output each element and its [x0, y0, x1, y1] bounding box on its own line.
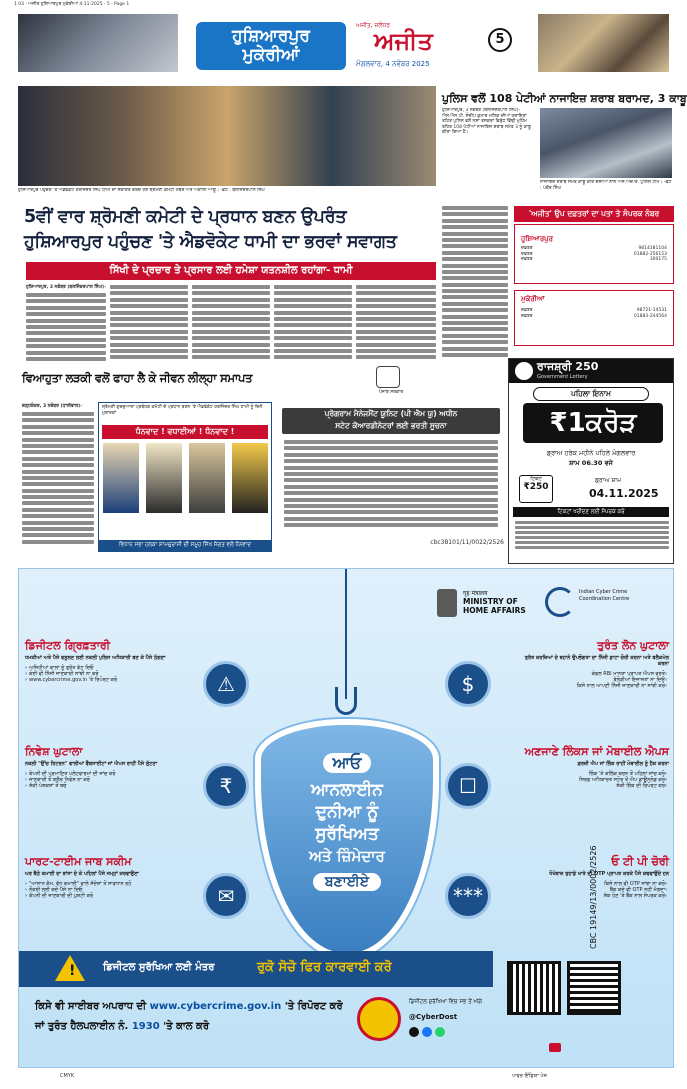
hook-icon	[335, 687, 357, 715]
lottery-draw-date-label: ਡ੍ਰਾਅ ਸ਼ਾਮ	[595, 477, 622, 484]
greeting-ad	[98, 402, 272, 552]
police-story-photo	[540, 108, 672, 178]
phone-3: 300175	[649, 257, 667, 263]
mantra-text: ਰੁਕੋ ਸੋਚੋ ਫਿਰ ਕਾਰਵਾਈ ਕਰੋ	[257, 960, 392, 975]
slogan-1: ਆਓ	[323, 753, 372, 773]
lottery-price-box: ਟਿਕਟ ₹250	[519, 475, 553, 503]
slogan-5: ਅਤੇ ਜ਼ਿੰਮੇਦਾਰ	[309, 847, 385, 865]
investment-icon: ₹	[203, 763, 249, 809]
dhami-headline-2: ਹੁਸ਼ਿਆਰਪੁਰ ਪਹੁੰਚਣ 'ਤੇ ਐਡਵੋਕੇਟ ਧਾਮੀ ਦਾ ਭਰਵਾਂ ਸਵਾਗਤ	[24, 232, 397, 252]
part-time-job-icon: ✉	[203, 873, 249, 919]
dhami-body-col3	[192, 285, 270, 365]
i4c-logo-icon	[545, 587, 575, 617]
scam-unknown-links: ਅਣਜਾਣੇ ਲਿੰਕਸ ਜਾਂ ਮੋਬਾਈਲ ਐਪਸ ਫ਼ਰਜ਼ੀ ਐਪ ਜਾਂ ਲਿੰਕ ਰਾਹੀਂ ਮੋਬਾਈਲ ਨੂੰ ਹੈਕ ਕਰਨਾ ਲਿੰਕ 'ਤੇ ਕਲਿੱਕ ਕਰਨ ਤੋਂ ਪਹਿਲਾਂ ਜਾਂਚ ਕਰੋ‹ ਸਿਰਫ਼ ਅਧਿਕਾਰਤ ਸਟੋਰ ਤੋਂ ਐਪ ਡਾਊਨਲੋਡ ਕਰੋ‹ ਸ਼ੱਕੀ ਲਿੰਕ ਦੀ ਰਿਪੋਰਟ ਕਰੋ‹	[443, 745, 669, 789]
instant-loan-icon: $	[445, 661, 491, 707]
edition-line1: ਹੁਸ਼ਿਆਰਪੁਰ	[232, 26, 310, 46]
x-icon[interactable]	[409, 1027, 419, 1037]
lottery-logo-icon	[515, 362, 533, 380]
report-line-2: ਜਾਂ ਤੁਰੰਤ ਹੈਲਪਲਾਈਨ ਨੰ. 1930 'ਤੇ ਕਾਲ ਕਰੋ	[35, 1021, 210, 1032]
ajit-office-box-1-head: ਹੁਸ਼ਿਆਰਪੁਰ	[521, 235, 554, 243]
helpline-number[interactable]: 1930	[131, 1021, 160, 1032]
dhami-subhead: ਸਿੱਖੀ ਦੇ ਪ੍ਰਚਾਰ ਤੇ ਪ੍ਰਸਾਰ ਲਈ ਹਮੇਸ਼ਾ ਯਤਨਸ਼ੀਲ ਰਹਾਂਗਾ- ਧਾਮੀ	[26, 262, 436, 280]
phone-5: 01883-244564	[633, 313, 667, 319]
digital-arrest-icon: ⚠	[203, 661, 249, 707]
masthead	[18, 14, 669, 72]
ajit-office-box-2: ਮੁਕੇਰੀਆਂ ਦਫ਼ਤਰ 98721-14531 ਦਫ਼ਤਰ 01883-244564	[514, 290, 674, 346]
govt-ad-dept: ਪੰਜਾਬ ਸਰਕਾਰ	[378, 390, 404, 395]
dhami-headline-1: 5ਵੀਂ ਵਾਰ ਸ਼੍ਰੋਮਣੀ ਕਮੇਟੀ ਦੇ ਪ੍ਰਧਾਨ ਬਣਨ ਉਪਰੰਤ	[24, 207, 347, 227]
scam-investment: ਨਿਵੇਸ਼ ਘੁਟਾਲਾ ਨਕਲੀ "ਉੱਚ ਰਿਟਰਨ" ਵਾਲੀਆਂ ਵੈੱਬਸਾਈਟਾਂ ਜਾਂ ਐਪਸ ਰਾਹੀਂ ਪੈਸੇ ਲੁੱਟਣਾ › ਕੰਪਨੀ ਦੀ ਪ੍ਰਮਾਣਿਤ ਪਲੇਟਫਾਰਮਾਂ ਦੀ ਜਾਂਚ ਕਰੋ › ਜਾਣਕਾਰੀ ਤੋਂ ਬਗ਼ੈਰ ਨਿਵੇਸ਼ ਨਾ ਕਰੋ › ਸ਼ੱਕੀ ਪੇਸ਼ਕਸ਼ਾਂ ਤੋਂ ਬਚੋ	[25, 745, 251, 789]
portrait-1	[103, 443, 139, 513]
scam-part-time-job: ਪਾਰਟ-ਟਾਈਮ ਜਾਬ ਸਕੀਮ ਘਰ ਬੈਠੇ ਕਮਾਈ ਦਾ ਝਾਂਸਾ ਦੇ ਕੇ ਪਹਿਲਾਂ ਪੈਸੇ ਜਮ੍ਹਾਂ ਕਰਵਾਉਣਾ › "ਆਸਾਨ ਕੰਮ, ਵੱਧ ਕਮਾਈ" ਵਾਲੇ ਸੰਦੇਸ਼ਾਂ ਤੋਂ ਸਾਵਧਾਨ ਰਹੋ › ਨੌਕਰੀ ਲਈ ਕਦੇ ਪੈਸੇ ਨਾ ਦਿਓ › ਕੰਪਨੀ ਦੀ ਜਾਣਕਾਰੀ ਦੀ ਪੁਸ਼ਟੀ ਕਰੋ	[25, 855, 251, 899]
dhami-body-col1	[26, 293, 106, 365]
otp-theft-icon: ***	[445, 873, 491, 919]
page-number: 5	[488, 28, 512, 52]
lottery-draw-line2: ਸ਼ਾਮ 06.30 ਵਜੇ	[569, 459, 613, 467]
scam-otp-theft: ਓ ਟੀ ਪੀ ਚੋਰੀ ਧੋਖੇਬਾਜ਼ ਤੁਹਾਡੇ ਖਾਤੇ ਦੀ OTP ਪ੍ਰਾਪਤ ਕਰਕੇ ਪੈਸੇ ਕਢਵਾਉਂਦੇ ਹਨ ਕਿਸੇ ਨਾਲ ਵੀ OTP ਸਾਂਝਾ ਨਾ ਕਰੋ‹ ਬੈਂਕ ਕਦੇ ਵੀ OTP ਨਹੀਂ ਮੰਗਦਾ‹ ਸ਼ੱਕ ਹੋਣ 'ਤੇ ਬੈਂਕ ਨਾਲ ਸੰਪਰਕ ਕਰੋ‹	[443, 855, 669, 899]
lottery-tag: ਪਹਿਲਾ ਇਨਾਮ	[533, 387, 649, 401]
scam-title: ਤੁਰੰਤ ਲੋਨ ਘੁਟਾਲਾ	[597, 639, 669, 652]
footer-left: CMYK	[60, 1073, 75, 1079]
ajit-offices-sidebar	[514, 206, 674, 356]
suicide-body	[22, 412, 94, 550]
scam-title: ਅਣਜਾਣੇ ਲਿੰਕਸ ਜਾਂ ਮੋਬਾਈਲ ਐਪਸ	[524, 745, 669, 758]
scam-title: ਪਾਰਟ-ਟਾਈਮ ਜਾਬ ਸਕੀਮ	[25, 855, 132, 868]
scam-title: ਓ ਟੀ ਪੀ ਚੋਰੀ	[611, 855, 669, 868]
paper-label-small: ਅਜੀਤ, ਜਲੰਧਰ	[356, 22, 391, 29]
greeting-ad-footer: ਵਿਧਾਨ ਸਭਾ ਹਲਕਾ ਸ਼ਾਮਚੁਰਾਸੀ ਦੀ ਸਮੂਹ ਸਿੱਖ ਸੰਗਤ ਵਲੋਂ ਧੰਨਵਾਦ	[99, 540, 271, 551]
print-meta: 1 03 · ਅਜੀਤ ਹੁਸ਼ਿਆਰਪੁਰ ਮੁਕੇਰੀਆਂ 4-11-2025 · 5 · Page 1	[14, 2, 130, 7]
dhami-photo-caption: ਹੁਸ਼ਿਆਰਪੁਰ ਪਹੁੰਚਣ 'ਤੇ ਐਡਵੋਕੇਟ ਹਰਜਿੰਦਰ ਸਿੰਘ ਧਾਮੀ ਦਾ ਸਵਾਗਤ ਕਰਦੇ ਹੋਏ ਸ਼੍ਰੋਮਣੀ ਕਮੇਟੀ ਮੈਂਬਰ ਅਤੇ ਅਕਾਲੀ ਆਗੂ। -ਫ਼ੋਟੋ : ਬਲਜਿੰਦਰਪਾਲ ਸਿੰਘ	[18, 188, 265, 193]
masthead-photo-right	[538, 14, 669, 72]
lottery-prize: ₹1ਕਰੋੜ	[523, 403, 663, 443]
ministry-small: गृह मंत्रालय	[463, 590, 488, 597]
govt-ad-ref: cbc38101/11/0022/2526	[430, 539, 504, 546]
lottery-brand: ਰਾਜਸ਼੍ਰੀ 250	[537, 360, 599, 373]
ajit-offices-title: 'ਅਜੀਤ' ਉਪ ਦਫ਼ਤਰਾਂ ਦਾ ਪਤਾ ਤੇ ਸੰਪਰਕ ਨੰਬਰ	[514, 206, 674, 222]
cyberdost-handle: @CyberDost	[409, 1013, 458, 1021]
portrait-3	[189, 443, 225, 513]
phone-1: 9814381104	[638, 246, 667, 251]
facebook-icon[interactable]	[422, 1027, 432, 1037]
dhami-body-col4	[274, 285, 352, 365]
scam-instant-loan: ਤੁਰੰਤ ਲੋਨ ਘੁਟਾਲਾ ਤੁਰੰਤ ਕਰਜ਼ਿਆਂ ਦੇ ਬਹਾਨੇ ਉਪਭੋਗਤਾ ਦਾ ਨਿੱਜੀ ਡਾਟਾ ਚੋਰੀ ਕਰਨਾ ਅਤੇ ਬਲੈਕਮੇਲ ਕਰਨਾ ਕੇਵਲ RBI ਮਾਨਤਾ ਪ੍ਰਾਪਤ ਐਪਸ ਵਰਤੋ‹ ਬੇਲੋੜੀਆਂ ਇਜਾਜ਼ਤਾਂ ਨਾ ਦਿਓ‹ ਕਿਸੇ ਨਾਲ ਆਪਣੀ ਨਿੱਜੀ ਜਾਣਕਾਰੀ ਨਾ ਸਾਂਝੀ ਕਰੋ‹	[443, 639, 669, 689]
follow-text: ਡਿਜੀਟਲ ਸੁਰੱਖਿਆ ਵਿਚ ਸਭ ਤੋਂ ਅੱਗੇ	[409, 999, 482, 1005]
scam-title: ਡਿਜੀਟਲ ਗ੍ਰਿਫ਼ਤਾਰੀ	[25, 639, 111, 652]
dhami-body-col5	[356, 285, 436, 365]
portrait-4	[232, 443, 268, 513]
police-photo-caption: ਨਾਜਾਇਜ਼ ਸ਼ਰਾਬ ਸਮੇਤ ਕਾਬੂ ਕੀਤੇ ਦੋਸ਼ੀਆਂ ਨਾਲ ਐਸ.ਐਚ.ਓ. ਪੁਲਿਸ ਟੀਮ। -ਫ਼ੋਟੋ : ਪਕੌਰ ਸਿੰਘ	[540, 180, 672, 191]
unknown-links-icon: ☐	[445, 763, 491, 809]
hook-line	[345, 569, 347, 699]
slogan-4: ਸੁਰੱਖਿਅਤ	[315, 824, 379, 844]
report-url-link[interactable]: www.cybercrime.gov.in	[149, 1001, 282, 1012]
dhami-body-col2	[110, 285, 188, 365]
mantra-prefix: ਡਿਜੀਟਲ ਸੁਰੱਖਿਆ ਲਈ ਮੰਤਰ	[103, 962, 215, 973]
footer-right: ਪਾਵਰ ਇੰਡਿਯਾ ਪੇਜ਼	[512, 1073, 547, 1079]
police-headline: ਪੁਲਿਸ ਵਲੋਂ 108 ਪੇਟੀਆਂ ਨਾਜਾਇਜ਼ ਸ਼ਰਾਬ ਬਰਾਮਦ, 3 ਕਾਬੂ	[442, 92, 687, 105]
national-emblem	[437, 589, 457, 617]
cyber-ad	[18, 568, 674, 1068]
issue-date: ਮੰਗਲਵਾਰ, 4 ਨਵੰਬਰ 2025	[356, 60, 430, 68]
dhami-dateline: ਹੁਸ਼ਿਆਰਪੁਰ, 3 ਨਵੰਬਰ (ਬਲਜਿੰਦਰਪਾਲ ਸਿੰਘ)-	[26, 285, 106, 290]
lottery-draw-line1: ਡ੍ਰਾਅ ਹਰੇਕ ਮਹੀਨੇ ਪਹਿਲੇ ਮੰਗਲਵਾਰ	[546, 449, 636, 457]
masthead-title-box	[196, 22, 346, 70]
suicide-headline: ਵਿਆਹੁਤਾ ਲੜਕੀ ਵਲੋਂ ਫਾਹਾ ਲੈ ਕੇ ਜੀਵਨ ਲੀਲ੍ਹਾ ਸਮਾਪਤ	[22, 371, 253, 385]
lottery-brand-bar	[509, 359, 673, 383]
phone-2: 01882-256153	[633, 251, 667, 257]
lottery-address-lines	[515, 521, 669, 557]
ajit-office-box-2-head: ਮੁਕੇਰੀਆਂ	[521, 295, 545, 303]
lottery-ad	[508, 358, 674, 564]
suicide-dateline: ਗੜ੍ਹਸ਼ੰਕਰ, 3 ਨਵੰਬਰ (ਧਾਲੀਵਾਲ)-	[22, 404, 83, 409]
greeting-ad-banner: ਧੰਨਵਾਦ ! ਵਧਾਈਆਂ ! ਧੰਨਵਾਦ !	[102, 425, 268, 439]
lottery-brand-sub: Government Lottery	[537, 374, 588, 380]
phone-4: 98721-14531	[636, 308, 667, 313]
cyberdost-mascot-icon	[357, 997, 401, 1041]
dhami-event-photo	[18, 86, 436, 186]
cbc-code: CBC 19149/13/0002/2526	[589, 845, 598, 949]
slogan-6: ਬਣਾਈਏ	[313, 873, 381, 891]
scam-title: ਨਿਵੇਸ਼ ਘੁਟਾਲਾ	[25, 745, 83, 758]
center-slogan	[255, 753, 439, 891]
greeting-ad-top-text: ਸ਼੍ਰੋਮਣੀ ਗੁਰਦੁਆਰਾ ਪ੍ਰਬੰਧਕ ਕਮੇਟੀ ਦੇ ਪ੍ਰਧਾਨ ਬਣਨ 'ਤੇ ਐਡਵੋਕੇਟ ਹਰਜਿੰਦਰ ਸਿੰਘ ਧਾਮੀ ਨੂੰ ਦਿਲੋਂ ਮੁਬਾਰਕਾਂ	[102, 405, 263, 416]
slogan-2: ਆਨਲਾਈਨ	[311, 780, 383, 800]
paper-name: ਅਜੀਤ	[374, 27, 433, 55]
lottery-draw-date: 04.11.2025	[589, 487, 659, 500]
govt-ad	[278, 366, 504, 552]
govt-ad-heading: ਪ੍ਰੋਗਰਾਮ ਮੈਨੇਜਮੈਂਟ ਯੂਨਿਟ (ਪੀ ਐਮ ਯੂ) ਅਧੀਨ ਸਟੇਟ ਕੋਆਰਡੀਨੇਟਰਾਂ ਲਈ ਭਰਤੀ ਸੂਚਨਾ	[282, 408, 500, 434]
punjab-emblem	[376, 366, 400, 388]
portrait-2	[146, 443, 182, 513]
edition-line2: ਮੁਕੇਰੀਆਂ	[242, 45, 300, 65]
ministry-name: MINISTRY OF HOME AFFAIRS	[463, 597, 526, 615]
mantra-bar: ! ਡਿਜੀਟਲ ਸੁਰੱਖਿਆ ਲਈ ਮੰਤਰ ਰੁਕੋ ਸੋਚੋ ਫਿਰ ਕਾਰਵਾਈ ਕਰੋ	[19, 951, 493, 987]
masthead-photo-left	[18, 14, 178, 72]
scam-digital-arrest: ਡਿਜੀਟਲ ਗ੍ਰਿਫ਼ਤਾਰੀ ਧਮਕੀਆਂ ਅਤੇ ਪੈਸੇ ਵਸੂਲਣ ਲਈ ਨਕਲੀ ਪੁਲਿਸ ਅਧਿਕਾਰੀ ਬਣ ਕੇ ਪੈਸੇ ਠੱਗਣਾ › ਅਜਿਹੀਆਂ ਕਾਲਾਂ ਨੂੰ ਤੁਰੰਤ ਕੱਟ ਦਿਓ › ਕੋਈ ਵੀ ਨਿੱਜੀ ਜਾਣਕਾਰੀ ਸਾਂਝੀ ਨਾ ਕਰੋ › www.cybercrime.gov.in 'ਤੇ ਰਿਪੋਰਟ ਕਰੋ	[25, 639, 251, 683]
report-line-1: ਕਿਸੇ ਵੀ ਸਾਈਬਰ ਅਪਰਾਧ ਦੀ www.cybercrime.gov.in 'ਤੇ ਰਿਪੋਰਟ ਕਰੋ	[35, 1001, 343, 1012]
i4c-name: Indian Cyber Crime Coordination Centre	[579, 589, 630, 602]
lottery-buy-line: ਟਿਕਟਾਂ ਖਰੀਦਣ ਲਈ ਸੰਪਰਕ ਕਰੋ	[513, 507, 669, 517]
qr-code-1	[507, 961, 561, 1015]
middle-right-col1	[442, 206, 508, 364]
youtube-icon[interactable]	[549, 1043, 561, 1052]
whatsapp-icon[interactable]	[435, 1027, 445, 1037]
slogan-3: ਦੁਨੀਆ ਨੂੰ	[315, 802, 379, 822]
govt-ad-body	[284, 440, 498, 536]
qr-code-2	[567, 961, 621, 1015]
police-story-text: ਹੁਸ਼ਿਆਰਪੁਰ, 3 ਨਵੰਬਰ (ਬਲਜਿੰਦਰਪਾਲ ਸਿੰਘ)- ਐਸ.ਐਸ.ਪੀ. ਸੰਦੀਪ ਕੁਮਾਰ ਮਲਿਕ ਦੀਆਂ ਹਦਾਇਤਾਂ ਤਹਿਤ ਪੁਲਿਸ ਵਲੋਂ ਨਸ਼ਾ ਤਸਕਰਾਂ ਵਿਰੁੱਧ ਵਿੱਢੀ ਮੁਹਿੰਮ ਤਹਿਤ 108 ਪੇਟੀਆਂ ਨਾਜਾਇਜ਼ ਸ਼ਰਾਬ ਸਮੇਤ 3 ਨੂੰ ਕਾਬੂ ਕੀਤਾ ਗਿਆ ਹੈ।	[442, 108, 531, 136]
ajit-office-box-1: ਹੁਸ਼ਿਆਰਪੁਰ ਦਫ਼ਤਰ 9814381104 ਦਫ਼ਤਰ 01882-256153 ਦਫ਼ਤਰ 300175	[514, 224, 674, 284]
